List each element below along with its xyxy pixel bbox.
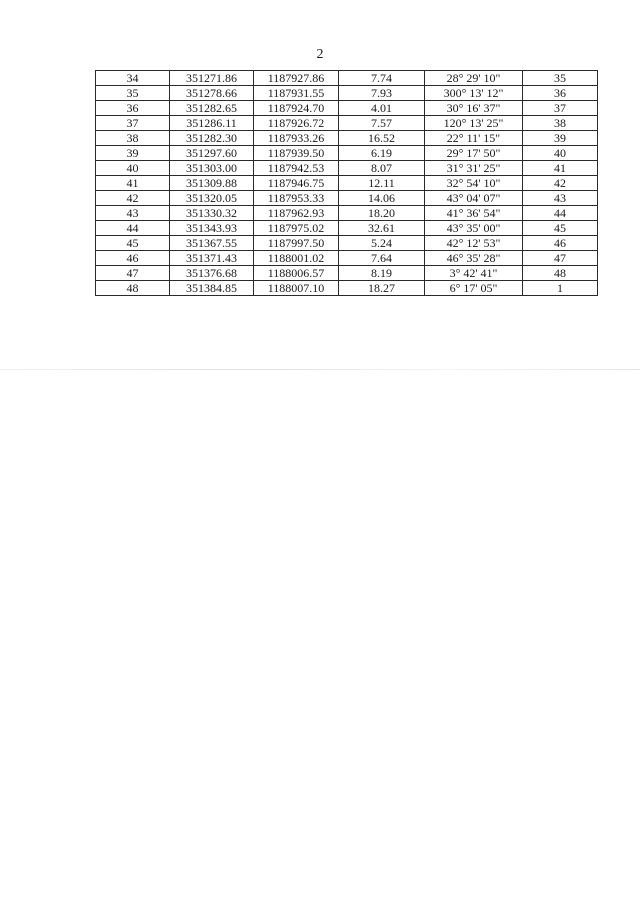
point-to-cell: 46: [523, 236, 598, 251]
bearing-cell: 30° 16' 37": [425, 101, 523, 116]
bearing-cell: 42° 12' 53": [425, 236, 523, 251]
length-cell: 5.24: [339, 236, 425, 251]
y-coordinate-cell: 1187931.55: [254, 86, 339, 101]
point-from-cell: 40: [96, 161, 170, 176]
length-cell: 8.19: [339, 266, 425, 281]
point-from-cell: 48: [96, 281, 170, 296]
point-from-cell: 35: [96, 86, 170, 101]
table-row: [96, 71, 598, 86]
length-cell: 6.19: [339, 146, 425, 161]
x-coordinate-cell: 351286.11: [170, 116, 254, 131]
table-row: [96, 191, 598, 206]
table-row: [96, 266, 598, 281]
table-row: [96, 146, 598, 161]
point-from-cell: 45: [96, 236, 170, 251]
page-number: 2: [316, 47, 324, 62]
bearing-cell: 28° 29' 10": [425, 71, 523, 86]
y-coordinate-cell: 1187926.72: [254, 116, 339, 131]
length-cell: 32.61: [339, 221, 425, 236]
point-to-cell: 36: [523, 86, 598, 101]
point-from-cell: 36: [96, 101, 170, 116]
coordinates-table: [95, 70, 598, 296]
table-row: [96, 281, 598, 296]
length-cell: 7.64: [339, 251, 425, 266]
table-row: [96, 251, 598, 266]
table-row: [96, 116, 598, 131]
bearing-cell: 3° 42' 41": [425, 266, 523, 281]
x-coordinate-cell: 351371.43: [170, 251, 254, 266]
length-cell: 7.74: [339, 71, 425, 86]
bearing-cell: 43° 04' 07": [425, 191, 523, 206]
table-row: [96, 221, 598, 236]
y-coordinate-cell: 1187927.86: [254, 71, 339, 86]
y-coordinate-cell: 1188006.57: [254, 266, 339, 281]
bearing-cell: 300° 13' 12": [425, 86, 523, 101]
table-row: [96, 101, 598, 116]
point-to-cell: 39: [523, 131, 598, 146]
table-row: [96, 236, 598, 251]
y-coordinate-cell: 1187939.50: [254, 146, 339, 161]
x-coordinate-cell: 351320.05: [170, 191, 254, 206]
point-to-cell: 37: [523, 101, 598, 116]
bearing-cell: 29° 17' 50": [425, 146, 523, 161]
table-row: [96, 131, 598, 146]
point-from-cell: 37: [96, 116, 170, 131]
length-cell: 14.06: [339, 191, 425, 206]
point-to-cell: 47: [523, 251, 598, 266]
length-cell: 7.93: [339, 86, 425, 101]
length-cell: 18.27: [339, 281, 425, 296]
point-to-cell: 42: [523, 176, 598, 191]
length-cell: 12.11: [339, 176, 425, 191]
x-coordinate-cell: 351309.88: [170, 176, 254, 191]
bearing-cell: 6° 17' 05": [425, 281, 523, 296]
table-row: [96, 176, 598, 191]
point-from-cell: 41: [96, 176, 170, 191]
x-coordinate-cell: 351282.65: [170, 101, 254, 116]
x-coordinate-cell: 351384.85: [170, 281, 254, 296]
bearing-cell: 31° 31' 25": [425, 161, 523, 176]
point-to-cell: 41: [523, 161, 598, 176]
scan-artifact-line: [0, 369, 640, 370]
point-from-cell: 46: [96, 251, 170, 266]
y-coordinate-cell: 1187997.50: [254, 236, 339, 251]
y-coordinate-cell: 1187975.02: [254, 221, 339, 236]
x-coordinate-cell: 351367.55: [170, 236, 254, 251]
bearing-cell: 46° 35' 28": [425, 251, 523, 266]
x-coordinate-cell: 351271.86: [170, 71, 254, 86]
x-coordinate-cell: 351330.32: [170, 206, 254, 221]
point-to-cell: 43: [523, 191, 598, 206]
y-coordinate-cell: 1187962.93: [254, 206, 339, 221]
bearing-cell: 32° 54' 10": [425, 176, 523, 191]
length-cell: 7.57: [339, 116, 425, 131]
point-to-cell: 38: [523, 116, 598, 131]
point-from-cell: 43: [96, 206, 170, 221]
point-to-cell: 40: [523, 146, 598, 161]
x-coordinate-cell: 351282.30: [170, 131, 254, 146]
point-to-cell: 48: [523, 266, 598, 281]
x-coordinate-cell: 351278.66: [170, 86, 254, 101]
point-to-cell: 45: [523, 221, 598, 236]
point-from-cell: 38: [96, 131, 170, 146]
bearing-cell: 43° 35' 00": [425, 221, 523, 236]
table-row: [96, 86, 598, 101]
point-to-cell: 35: [523, 71, 598, 86]
table-body: [96, 71, 598, 296]
point-from-cell: 42: [96, 191, 170, 206]
table-row: [96, 161, 598, 176]
y-coordinate-cell: 1187924.70: [254, 101, 339, 116]
x-coordinate-cell: 351297.60: [170, 146, 254, 161]
y-coordinate-cell: 1187942.53: [254, 161, 339, 176]
point-from-cell: 34: [96, 71, 170, 86]
y-coordinate-cell: 1187946.75: [254, 176, 339, 191]
x-coordinate-cell: 351343.93: [170, 221, 254, 236]
bearing-cell: 120° 13' 25": [425, 116, 523, 131]
point-from-cell: 47: [96, 266, 170, 281]
x-coordinate-cell: 351303.00: [170, 161, 254, 176]
table-row: [96, 206, 598, 221]
length-cell: 16.52: [339, 131, 425, 146]
length-cell: 8.07: [339, 161, 425, 176]
y-coordinate-cell: 1188001.02: [254, 251, 339, 266]
bearing-cell: 22° 11' 15": [425, 131, 523, 146]
point-to-cell: 1: [523, 281, 598, 296]
point-from-cell: 39: [96, 146, 170, 161]
length-cell: 4.01: [339, 101, 425, 116]
y-coordinate-cell: 1188007.10: [254, 281, 339, 296]
y-coordinate-cell: 1187953.33: [254, 191, 339, 206]
point-from-cell: 44: [96, 221, 170, 236]
bearing-cell: 41° 36' 54": [425, 206, 523, 221]
x-coordinate-cell: 351376.68: [170, 266, 254, 281]
y-coordinate-cell: 1187933.26: [254, 131, 339, 146]
length-cell: 18.20: [339, 206, 425, 221]
point-to-cell: 44: [523, 206, 598, 221]
